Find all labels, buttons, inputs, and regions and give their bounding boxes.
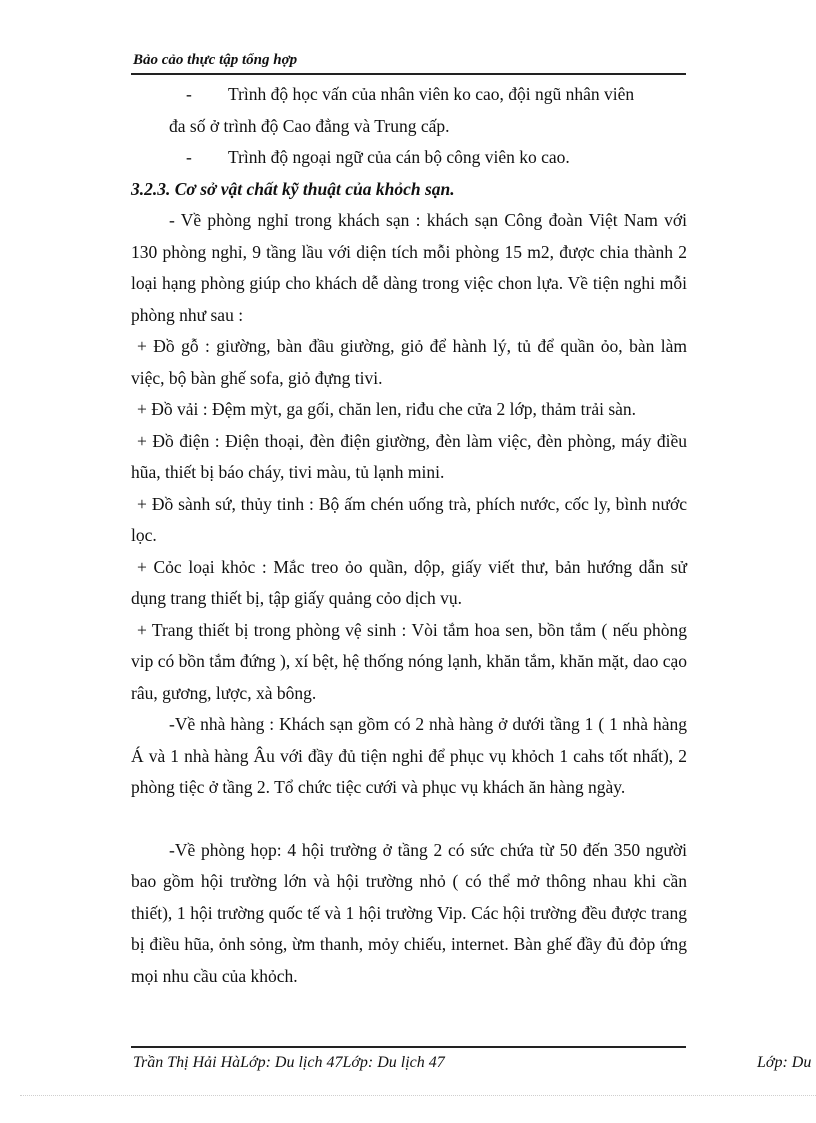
paragraph-restaurant: -Về nhà hàng : Khách sạn gồm có 2 nhà hàng ở dưới tầng 1 ( 1 nhà hàng Á và 1 nhà hàng Âu với đầy đủ tiện nghi để phục vụ khỏch 1 cahs tốt nhất), 2 phòng tiệc ở tầng 2. Tổ chức tiệc cưới và phục vụ khách ăn hàng ngày. bbox=[131, 714, 687, 797]
bullet-education-continuation: đa số ở trình độ Cao đẳng và Trung cấp. bbox=[169, 115, 450, 136]
paragraph-fabric: + Đồ vải : Đệm mỳt, ga gối, chăn len, riđu che cửa 2 lớp, thảm trải sàn. bbox=[137, 399, 637, 419]
footer-class-right: Lớp: Du bbox=[757, 1054, 812, 1071]
paragraph-porcelain: + Đồ sành sứ, thủy tinh : Bộ ấm chén uống trà, phích nước, cốc ly, bình nước lọc. bbox=[131, 493, 687, 545]
paragraph-spacer bbox=[131, 804, 687, 835]
bullet-language-text: Trình độ ngoại ngữ của cán bộ công viên ko cao. bbox=[228, 147, 570, 167]
page-bottom-dotted-line bbox=[20, 1095, 816, 1096]
paragraph-meeting-rooms: -Về phòng họp: 4 hội trường ở tầng 2 có sức chứa từ 50 đến 350 người bao gồm hội trường lớn và hội trường nhỏ ( có thể mở thông nhau khi cần thiết), 1 hội trường quốc tế và 1 hội trường Vip. Các hội trường đều được trang bị điều hũa, ỏnh sỏng, ừm thanh, mỏy chiếu, internet. Bàn ghế đầy đủ đỏp ứng mọi nhu cầu của khỏch. bbox=[131, 839, 687, 986]
footer-author-class: Trần Thị Hải HàLớp: Du lịch 47Lớp: Du lịch 47 bbox=[133, 1054, 445, 1071]
page-header: Bảo cảo thực tập tổng hợp bbox=[133, 52, 298, 68]
bullet-dash: - bbox=[186, 84, 192, 104]
document-body bbox=[131, 79, 687, 992]
bullet-education-text: Trình độ học vấn của nhân viên ko cao, đội ngũ nhân viên bbox=[228, 84, 635, 104]
paragraph-bathroom: + Trang thiết bị trong phòng vệ sinh : Vòi tắm hoa sen, bồn tắm ( nếu phòng vip có bồn tắm đứng ), xí bệt, hệ thống nóng lạnh, khăn tắm, khăn mặt, dao cạo râu, gương, lược, xà bông. bbox=[131, 619, 687, 703]
footer-divider bbox=[131, 1046, 686, 1048]
header-divider bbox=[131, 73, 686, 75]
bullet-language-line bbox=[131, 142, 687, 174]
paragraph-electric: + Đồ điện : Điện thoại, đèn điện giường, đèn làm việc, đèn phòng, máy điều hũa, thiết bị báo cháy, tivi màu, tủ lạnh mini. bbox=[131, 430, 687, 482]
paragraph-wood-furniture: + Đồ gỗ : giường, bàn đầu giường, giỏ để hành lý, tủ để quần ỏo, bàn làm việc, bộ bàn ghế sofa, giỏ đựng tivi. bbox=[131, 336, 687, 388]
bullet-education-line bbox=[131, 79, 687, 111]
section-heading: 3.2.3. Cơ sở vật chất kỹ thuật của khỏch sạn. bbox=[131, 178, 455, 199]
bullet-dash: - bbox=[186, 147, 192, 167]
paragraph-other-items: + Cỏc loại khỏc : Mắc treo ỏo quần, dộp, giấy viết thư, bản hướng dẫn sử dụng trang thiết bị, tập giấy quảng cỏo dịch vụ. bbox=[131, 556, 687, 608]
paragraph-rooms: - Về phòng nghỉ trong khách sạn : khách sạn Công đoàn Việt Nam với 130 phòng nghỉ, 9 tầng lầu với diện tích mỗi phòng 15 m2, được chia thành 2 loại hạng phòng giúp cho khách dễ dàng trong việc chon lựa. Về tiện nghi mỗi phòng như sau : bbox=[131, 210, 687, 325]
